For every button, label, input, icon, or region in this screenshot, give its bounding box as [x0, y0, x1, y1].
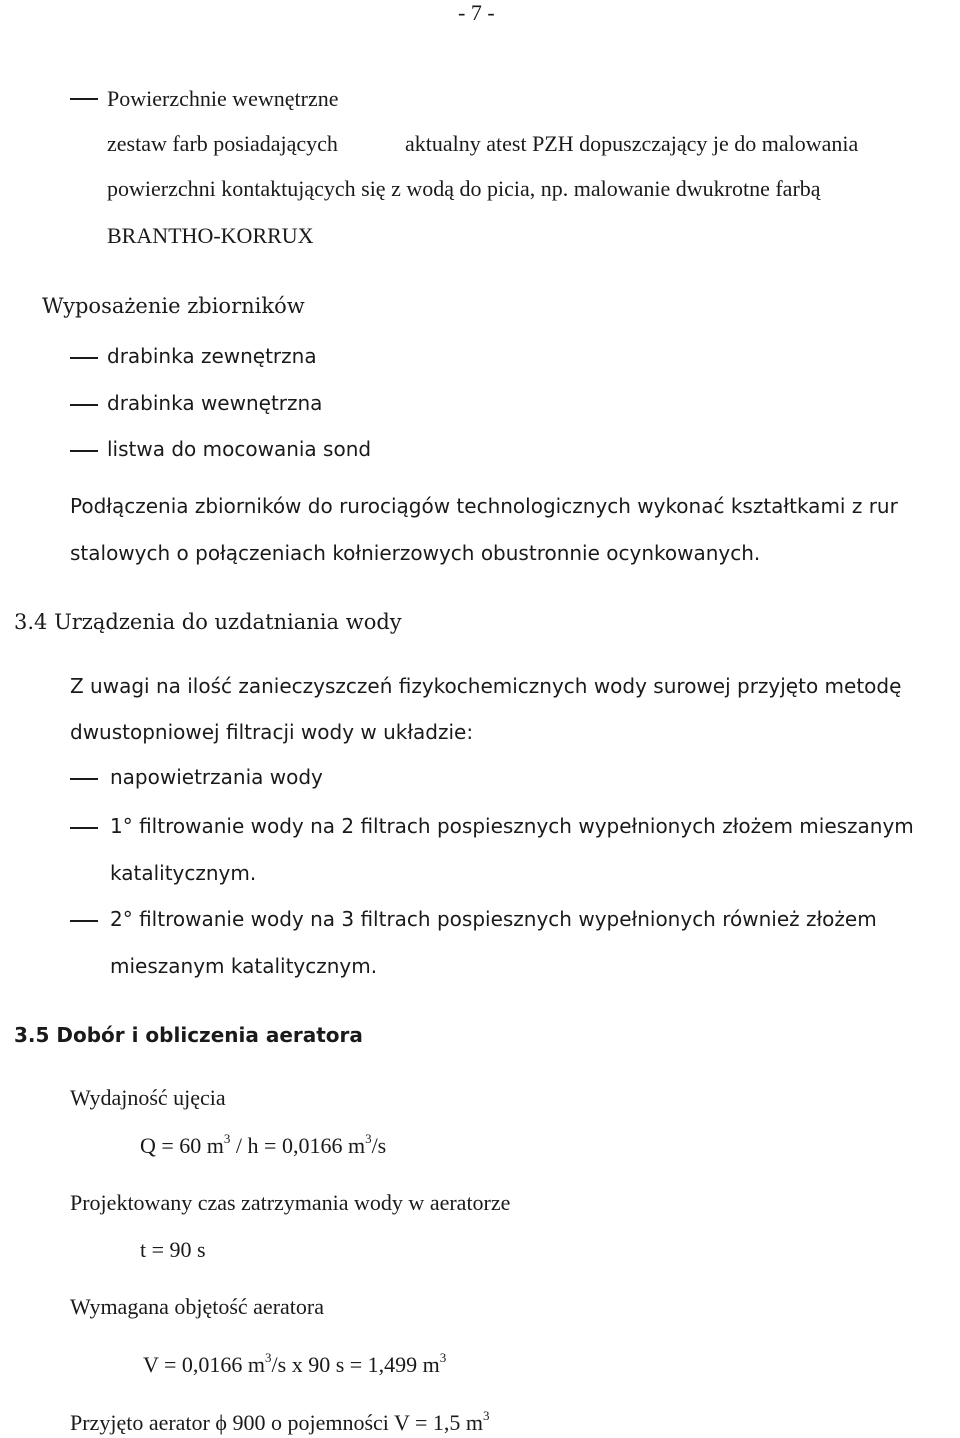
equipment-item: drabinka wewnętrzna: [107, 391, 323, 415]
exponent: 3: [265, 1349, 272, 1365]
surfaces-line-1b: aktualny atest PZH dopuszczający je do malowania: [405, 131, 859, 156]
capacity-formula: [140, 1130, 387, 1159]
phi-symbol: ϕ: [215, 1410, 227, 1435]
formula-part: Q = 60 m: [140, 1133, 224, 1158]
volume-formula: [143, 1349, 447, 1378]
equipment-heading: Wyposażenie zbiorników: [42, 294, 305, 318]
filtration-item-3-line-1: 2° filtrowanie wody na 3 filtrach pospiesznych wypełnionych również złożem: [110, 907, 877, 931]
bullet-dash: [70, 450, 98, 452]
filtration-item-1: napowietrzania wody: [110, 765, 323, 789]
connections-line-2: stalowych o połączeniach kołnierzowych obustronnie ocynkowanych.: [70, 541, 761, 565]
bullet-dash: [70, 827, 98, 829]
surfaces-line-1a: zestaw farb posiadających: [107, 131, 338, 156]
filtration-item-3-line-2: mieszanym katalitycznym.: [110, 954, 378, 978]
section-3-4-para-line-1: Z uwagi na ilość zanieczyszczeń fizykochemicznych wody surowej przyjęto metodę: [70, 674, 902, 698]
bullet-dash: [70, 920, 98, 922]
capacity-label: Wydajność ujęcia: [70, 1085, 226, 1110]
equipment-item: listwa do mocowania sond: [107, 437, 372, 461]
section-3-4-heading: 3.4 Urządzenia do uzdatniania wody: [14, 610, 402, 634]
exponent: 3: [483, 1407, 490, 1423]
exponent: 3: [223, 1130, 231, 1146]
connections-line-1: Podłączenia zbiorników do rurociągów technologicznych wykonać kształtkami z rur: [70, 494, 898, 518]
formula-part: 900 o pojemności V = 1,5 m: [226, 1410, 484, 1435]
page-number: - 7 -: [458, 0, 495, 25]
equipment-item: drabinka zewnętrzna: [107, 344, 317, 368]
exponent: 3: [439, 1349, 447, 1365]
bullet-dash: [70, 404, 98, 406]
section-3-4-para-line-2: dwustopniowej filtracji wody w układzie:: [70, 720, 474, 744]
formula-part: /s: [371, 1133, 387, 1158]
section-3-5-heading: 3.5 Dobór i obliczenia aeratora: [14, 1023, 363, 1047]
volume-label: Wymagana objętość aeratora: [70, 1294, 324, 1319]
formula-part: Przyjęto aerator: [70, 1410, 216, 1435]
bullet-dash: [70, 357, 98, 359]
formula-part: / h = 0,0166 m: [230, 1133, 366, 1158]
filtration-item-2-line-1: 1° filtrowanie wody na 2 filtrach pospiesznych wypełnionych złożem mieszanym: [110, 814, 914, 838]
bullet-dash: [70, 778, 98, 780]
time-label: Projektowany czas zatrzymania wody w aeratorze: [70, 1190, 511, 1215]
formula-part: V = 0,0166 m: [143, 1352, 266, 1377]
adopted-aerator: [70, 1407, 490, 1436]
exponent: 3: [365, 1130, 372, 1146]
time-formula: t = 90 s: [140, 1237, 206, 1262]
filtration-item-2-line-2: katalitycznym.: [110, 861, 257, 885]
surfaces-line-3: BRANTHO-KORRUX: [107, 223, 314, 248]
bullet-dash: [70, 98, 98, 100]
formula-part: /s x 90 s = 1,499 m: [271, 1352, 440, 1377]
surfaces-bullet-title: Powierzchnie wewnętrzne: [107, 86, 339, 111]
surfaces-line-2: powierzchni kontaktujących się z wodą do picia, np. malowanie dwukrotne farbą: [107, 176, 821, 201]
